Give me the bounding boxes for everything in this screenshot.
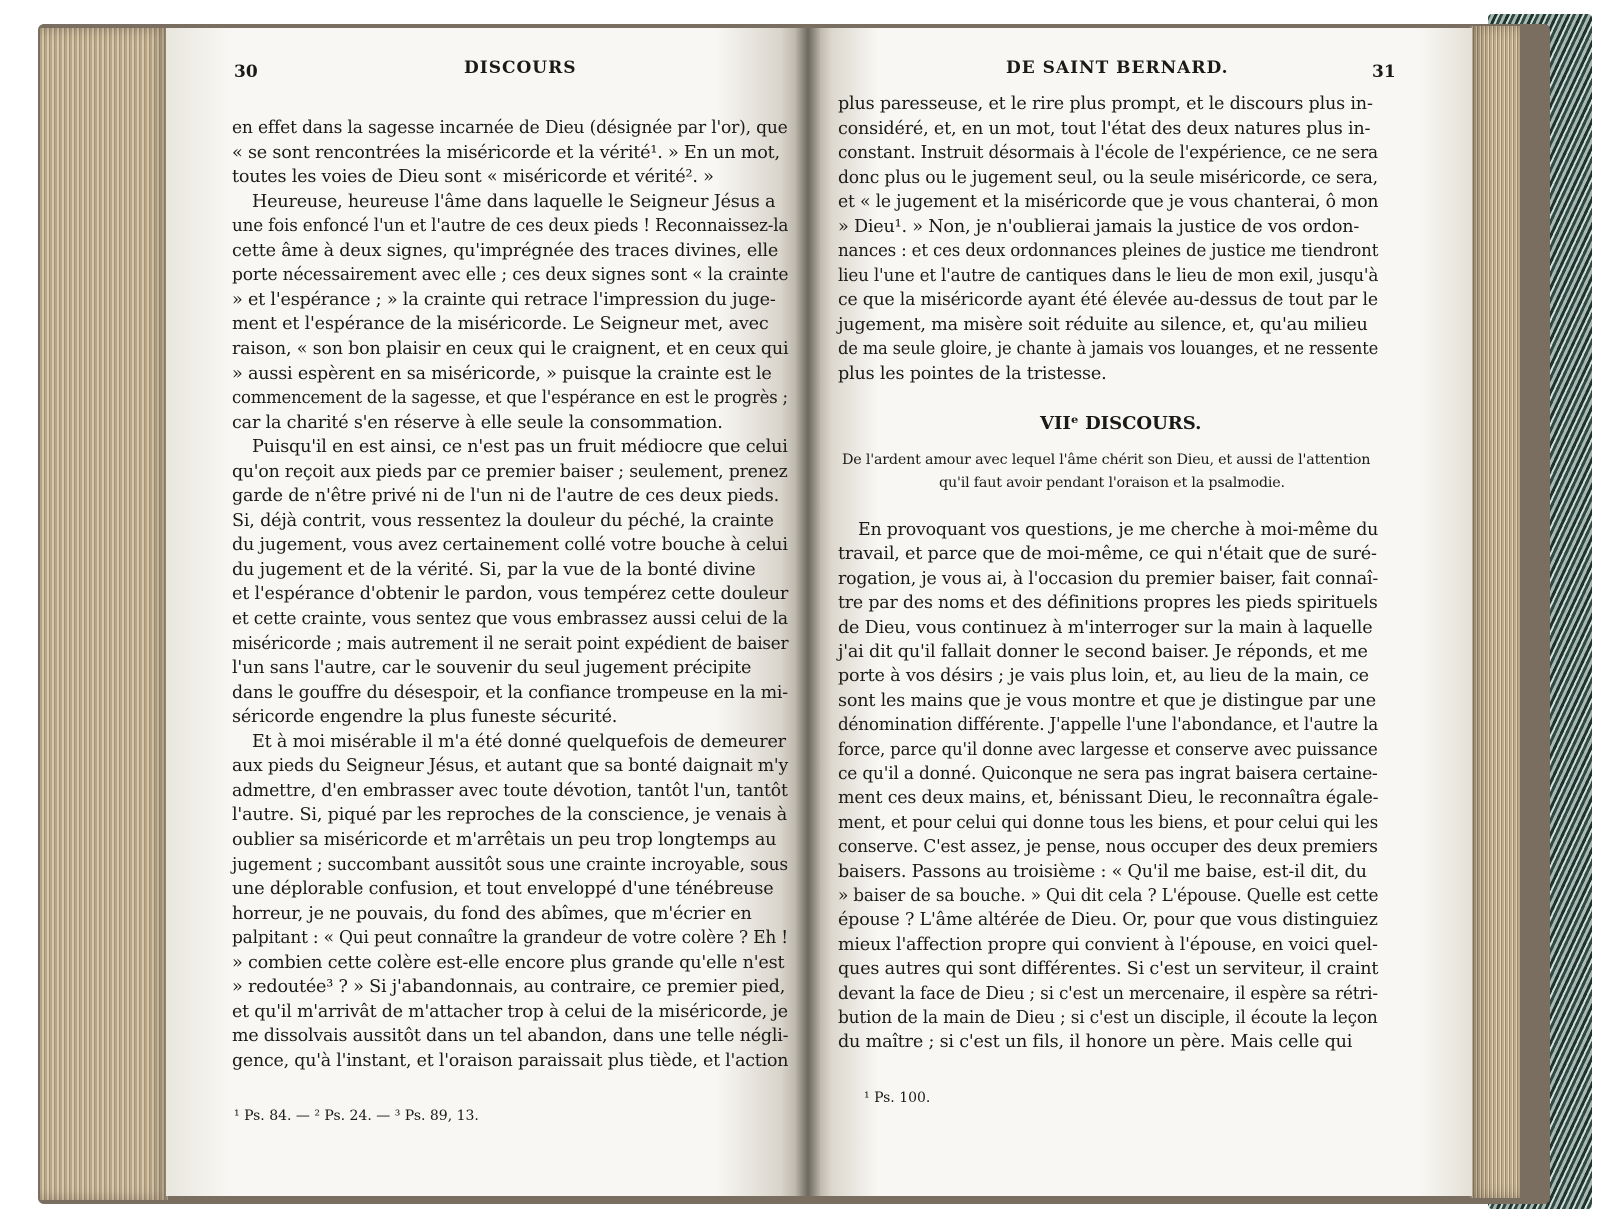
text-line: ment ces deux mains, et, bénissant Dieu, le reconnaîtra égale- <box>838 788 1379 809</box>
text-line: gence, qu'à l'instant, et l'oraison paraissait plus tiède, et l'action <box>232 1050 789 1071</box>
left-running-head: DISCOURS <box>464 58 577 78</box>
text-line: » baiser de sa bouche. » Qui dit cela ? L'épouse. Quelle est cette <box>838 886 1379 906</box>
text-line: » combien cette colère est-elle encore plus grande qu'elle n'est <box>232 952 785 973</box>
text-line: ment et l'espérance de la miséricorde. Le Seigneur met, avec <box>232 314 769 335</box>
text-line: commencement de la sagesse, et que l'espérance en est le progrès ; <box>232 388 788 409</box>
text-line: du jugement et de la vérité. Si, par la vue de la bonté divine <box>232 559 756 580</box>
text-line: » et l'espérance ; » la crainte qui retrace l'impression du juge- <box>232 289 776 310</box>
text-line: bution de la main de Dieu ; si c'est un disciple, il écoute la leçon <box>838 1008 1378 1028</box>
text-line: de ma seule gloire, je chante à jamais vos louanges, et ne ressente <box>838 339 1379 359</box>
text-line: garde de n'être privé ni de l'un ni de l'autre de ces deux pieds. <box>232 486 779 507</box>
text-line: porte à vos désirs ; je vais plus loin, et, au lieu de la main, ce <box>838 666 1369 687</box>
text-line: ques autres qui sont différentes. Si c'est un serviteur, il craint <box>838 959 1379 980</box>
text-line: considéré, et, en un mot, tout l'état des deux natures plus in- <box>838 118 1371 139</box>
text-line: séricorde engendre la plus funeste sécurité. <box>232 707 618 728</box>
text-line: oublier sa miséricorde et m'arrêtais un peu trop longtemps au <box>232 829 777 850</box>
text-line: me dissolvais aussitôt dans un tel abandon, dans une telle négli- <box>232 1026 789 1047</box>
text-line: plus paresseuse, et le rire plus prompt, et le discours plus in- <box>838 94 1373 114</box>
text-line: Puisqu'il en est ainsi, ce n'est pas un fruit médiocre que celui <box>252 437 788 458</box>
text-line: jugement, ma misère soit réduite au silence, et, qu'au milieu <box>838 314 1368 335</box>
text-line: devant la face de Dieu ; si c'est un mercenaire, il espère sa rétri- <box>838 983 1378 1004</box>
right-footnote: ¹ Ps. 100. <box>864 1090 931 1106</box>
text-line: l'un sans l'autre, car le souvenir du seul jugement précipite <box>232 658 752 679</box>
text-line: Et à moi misérable il m'a été donné quelquefois de demeurer <box>252 731 786 752</box>
text-line: lieu l'une et l'autre de cantiques dans le lieu de mon exil, jusqu'à <box>838 265 1379 286</box>
text-line: « se sont rencontrées la miséricorde et la vérité¹. » En un mot, <box>232 142 780 163</box>
text-line: palpitant : « Qui peut connaître la grandeur de votre colère ? Eh ! <box>232 928 788 949</box>
text-line: baisers. Passons au troisième : « Qu'il me baise, est-il dit, du <box>838 861 1367 882</box>
text-line: porte nécessairement avec elle ; ces deux signes sont « la crainte <box>232 265 789 286</box>
section-subtitle-line-2: qu'il faut avoir pendant l'oraison et la psalmodie. <box>939 475 1285 491</box>
text-line: tre par des noms et des définitions propres les pieds spirituels <box>838 593 1378 614</box>
text-line: horreur, je ne pouvais, du fond des abîmes, que m'écrier en <box>232 903 752 924</box>
text-line: rogation, je vous ai, à l'occasion du premier baiser, fait connaî- <box>838 568 1379 589</box>
text-line: constant. Instruit désormais à l'école de l'expérience, ce ne sera <box>838 143 1378 163</box>
text-line: cette âme à deux signes, qu'imprégnée des traces divines, elle <box>232 240 779 261</box>
text-line: dénomination différente. J'appelle l'une l'abondance, et l'autre la <box>838 715 1379 736</box>
text-line: jugement ; succombant aussitôt sous une crainte incroyable, sous <box>232 854 788 875</box>
right-running-head: DE SAINT BERNARD. <box>1006 58 1229 78</box>
text-line: ce qu'il a donné. Quiconque ne sera pas ingrat baisera certaine- <box>838 764 1378 784</box>
page-edges-right <box>1470 26 1520 1198</box>
text-line: aux pieds du Seigneur Jésus, et autant que sa bonté daignait m'y <box>232 756 789 777</box>
text-line: dans le gouffre du désespoir, et la confiance trompeuse en la mi- <box>232 682 788 703</box>
text-line: » Dieu¹. » Non, je n'oublierai jamais la justice de vos ordon- <box>838 216 1360 237</box>
text-line: admettre, d'en embrasser avec toute dévotion, tantôt l'un, tantôt <box>232 780 788 801</box>
text-line: ment, et pour celui qui donne tous les biens, et pour celui qui les <box>838 812 1379 833</box>
text-line: En provoquant vos questions, je me cherche à moi-même du <box>858 520 1379 540</box>
text-line: une fois enfoncé l'un et l'autre de ces deux pieds ! Reconnaissez-la <box>232 216 789 237</box>
text-line: toutes les voies de Dieu sont « miséricorde et vérité². » <box>232 167 714 188</box>
text-line: et l'espérance d'obtenir le pardon, vous tempérez cette douleur <box>232 584 789 605</box>
text-line: de Dieu, vous continuez à m'interroger sur la main à laquelle <box>838 617 1373 638</box>
text-line: qu'on reçoit aux pieds par ce premier baiser ; seulement, prenez <box>232 461 788 482</box>
text-line: et cette crainte, vous sentez que vous embrassez aussi celui de la <box>232 609 788 629</box>
text-line: du maître ; si c'est un fils, il honore un père. Mais celle qui <box>838 1032 1353 1053</box>
section-subtitle-line-1: De l'ardent amour avec lequel l'âme chérit son Dieu, et aussi de l'attention <box>842 452 1371 468</box>
left-footnote: ¹ Ps. 84. — ² Ps. 24. — ³ Ps. 89, 13. <box>234 1108 479 1124</box>
text-line: et « le jugement et la miséricorde que je vous chanterai, ô mon <box>838 192 1379 212</box>
text-line: force, parce qu'il donne avec largesse et conserve avec puissance <box>838 739 1378 760</box>
text-line: mieux l'affection propre qui convient à l'épouse, en voici quel- <box>838 934 1378 955</box>
text-line: épouse ? L'âme altérée de Dieu. Or, pour que vous distinguiez <box>838 910 1378 931</box>
left-page-number: 30 <box>234 62 258 82</box>
text-line: Heureuse, heureuse l'âme dans laquelle le Seigneur Jésus a <box>252 191 776 212</box>
text-line: nances : et ces deux ordonnances pleines de justice me tiendront <box>838 241 1379 261</box>
text-line: en effet dans la sagesse incarnée de Dieu (désignée par l'or), que <box>232 118 788 138</box>
book-gutter <box>796 28 820 1196</box>
text-line: du jugement, vous avez certainement collé votre bouche à celui <box>232 535 788 556</box>
text-line: et qu'il m'arrivât de m'attacher trop à celui de la miséricorde, je <box>232 1001 788 1022</box>
text-line: ce que la miséricorde ayant été élevée au-dessus de tout par le <box>838 290 1378 310</box>
text-line: » aussi espèrent en sa miséricorde, » puisque la crainte est le <box>232 363 772 384</box>
text-line: travail, et parce que de moi-même, ce qui n'était que de suré- <box>838 544 1377 565</box>
text-line: Si, déjà contrit, vous ressentez la douleur du péché, la crainte <box>232 510 774 531</box>
text-line: miséricorde ; mais autrement il ne serait point expédient de baiser <box>232 633 789 654</box>
text-line: une déplorable confusion, et tout enveloppé d'une ténébreuse <box>232 879 774 900</box>
text-line: sont les mains que je vous montre et que je distingue par une <box>838 690 1376 711</box>
right-page-number: 31 <box>1372 62 1396 82</box>
text-line: conserve. C'est assez, je pense, nous occuper des deux premiers <box>838 837 1378 858</box>
text-line: j'ai dit qu'il fallait donner le second baiser. Je réponds, et me <box>838 642 1368 662</box>
text-line: l'autre. Si, piqué par les reproches de la conscience, je venais à <box>232 805 788 826</box>
text-line: » redoutée³ ? » Si j'abandonnais, au contraire, ce premier pied, <box>232 977 786 998</box>
text-line: car la charité s'en réserve à elle seule la consommation. <box>232 412 723 433</box>
text-line: plus les pointes de la tristesse. <box>838 363 1107 384</box>
page-edges-left <box>40 28 168 1200</box>
section-heading: VIIᵉ DISCOURS. <box>1040 413 1202 434</box>
text-line: donc plus ou le jugement seul, ou la seule miséricorde, ce sera, <box>838 167 1378 188</box>
text-line: raison, « son bon plaisir en ceux qui le craignent, et en ceux qui <box>232 338 789 359</box>
